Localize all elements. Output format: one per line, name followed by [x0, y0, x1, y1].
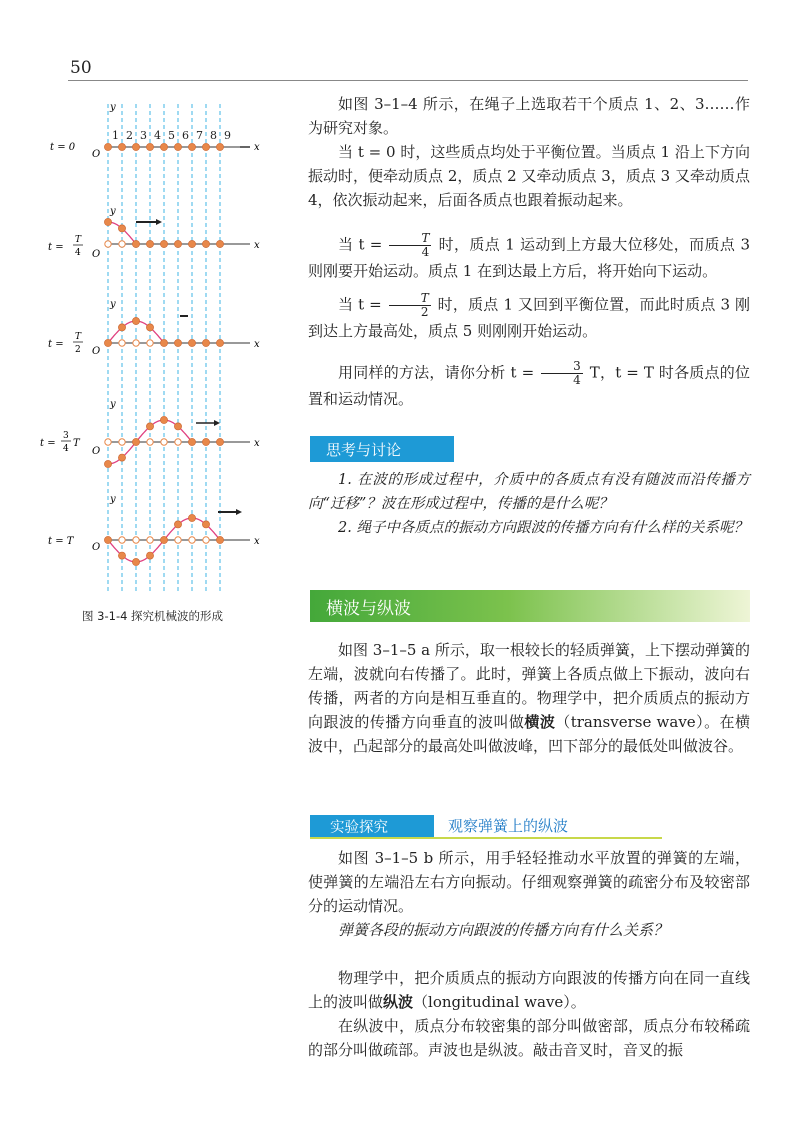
x-axis-label: x: [254, 536, 260, 547]
y-axis-label: y: [110, 102, 116, 113]
equilibrium-marker: [119, 241, 125, 247]
origin-label: O: [92, 446, 101, 457]
think-questions: [308, 468, 750, 540]
x-axis-label: x: [254, 438, 260, 449]
particle-point: [174, 339, 181, 346]
particle-point: [174, 423, 181, 430]
row-t-quarter: [48, 206, 260, 260]
origin-label: O: [92, 542, 101, 553]
particle-point: [216, 339, 223, 346]
equilibrium-marker: [189, 537, 195, 543]
particle-point: [202, 143, 209, 150]
particle-point: [132, 317, 139, 324]
point-number: 5: [168, 129, 175, 142]
paragraph-analysis: 用同样的方法，请你分析 t = $\frac{3}{4}$ T，t = T 时各质点的位置和运动情况。: [308, 359, 750, 408]
transverse-paragraph: 如图 3–1–5 a 所示，取一根较长的轻质弹簧，上下摆动弹簧的左端，波就向右传播了。此时，弹簧上各质点做上下振动，波向右传播，两者的方向是相互垂直的。物理学中，把介质质点的振动方向跟波的传播方向垂直的波叫做横波（transverse wave）。在横波中，凸起部分的最高处叫做波峰，凹下部分的最低处叫做波谷。: [308, 641, 750, 755]
particle-point: [174, 521, 181, 528]
frac-num: T: [75, 332, 82, 342]
frac-den: 4: [75, 248, 81, 258]
experiment-heading: [310, 815, 662, 839]
particle-point: [188, 143, 195, 150]
think-discuss-heading: 思考与讨论: [310, 436, 454, 462]
equilibrium-marker: [161, 439, 167, 445]
frac-num: 3: [63, 431, 69, 441]
particle-point: [132, 558, 139, 565]
row-t-full: [48, 494, 260, 553]
particle-point: [160, 416, 167, 423]
particle-point: [118, 225, 125, 232]
point-number: 3: [140, 129, 147, 142]
particle-point: [146, 143, 153, 150]
experiment-label: 实验探究: [310, 815, 434, 837]
figure-caption: 图 3-1-4 探究机械波的形成: [82, 609, 224, 623]
particle-point: [202, 438, 209, 445]
particle-point: [104, 536, 111, 543]
paragraph: 如图 3–1–5 b 所示，用手轻轻推动水平放置的弹簧的左端，使弹簧的左端沿左右方向振动。仔细观察弹簧的疏密分布及较密部分的运动情况。: [308, 849, 750, 915]
particle-point: [104, 143, 111, 150]
particle-point: [118, 454, 125, 461]
particle-point: [202, 240, 209, 247]
equilibrium-marker: [133, 340, 139, 346]
y-axis-label: y: [110, 299, 116, 310]
particle-point: [104, 460, 111, 467]
frac-num: T: [75, 235, 82, 245]
equilibrium-marker: [119, 439, 125, 445]
point-number: 8: [210, 129, 217, 142]
particle-point: [216, 143, 223, 150]
equilibrium-marker: [147, 439, 153, 445]
point-number: 4: [154, 129, 161, 142]
experiment-title: 观察弹簧上的纵波: [448, 817, 569, 835]
particle-point: [146, 240, 153, 247]
particle-point: [160, 536, 167, 543]
row-label: t = 0: [50, 142, 76, 153]
y-axis-label: y: [110, 399, 116, 410]
equilibrium-marker: [119, 537, 125, 543]
x-axis-label: x: [254, 339, 260, 350]
particle-point: [160, 240, 167, 247]
particle-point: [132, 240, 139, 247]
equilibrium-marker: [119, 340, 125, 346]
particle-point: [118, 324, 125, 331]
intro-text: [308, 92, 750, 212]
point-number: 6: [182, 129, 189, 142]
particle-point: [202, 521, 209, 528]
equilibrium-marker: [147, 340, 153, 346]
particle-point: [188, 240, 195, 247]
row-label: t = T: [48, 536, 74, 547]
equilibrium-marker: [105, 241, 111, 247]
particle-point: [188, 438, 195, 445]
equilibrium-marker: [133, 537, 139, 543]
equilibrium-marker: [175, 439, 181, 445]
paragraph: 在纵波中，质点分布较密集的部分叫做密部，质点分布较稀疏的部分叫做疏部。声波也是纵波。敲击音叉时，音叉的振: [308, 1017, 750, 1059]
question: 弹簧各段的振动方向跟波的传播方向有什么关系？: [338, 921, 669, 939]
point-number: 1: [112, 129, 119, 142]
paragraph: 如图 3–1–4 所示，在绳子上选取若干个质点 1、2、3……作为研究对象。: [308, 95, 750, 137]
row-label: t =: [48, 339, 64, 350]
origin-label: O: [92, 149, 101, 160]
particle-point: [132, 143, 139, 150]
y-axis-label: y: [110, 494, 116, 505]
particle-point: [146, 552, 153, 559]
x-axis-label: x: [254, 142, 260, 153]
origin-label: O: [92, 346, 101, 357]
particle-point: [118, 143, 125, 150]
row-label: t =: [48, 242, 64, 253]
longitudinal-text: 物理学中，把介质质点的振动方向跟波的传播方向在同一直线上的波叫做纵波（longitudinal wave）。 在纵波中，质点分布较密集的部分叫做密部，质点分布较稀疏的部分叫做疏部。声波也是纵波。敲击音叉时，音叉的振: [308, 966, 750, 1062]
particle-point: [188, 514, 195, 521]
particle-point: [216, 438, 223, 445]
paragraph-half: 当 t = $\frac{T}{2}$ 时，质点 1 又回到平衡位置，而此时质点 3 刚到达上方最高处，质点 5 则刚刚开始运动。: [308, 291, 750, 340]
question: 2. 绳子中各质点的振动方向跟波的传播方向有什么样的关系呢？: [338, 520, 748, 536]
paragraph: 当 t = 0 时，这些质点均处于平衡位置。当质点 1 沿上下方向振动时，便牵动质点 2，质点 2 又牵动质点 3，质点 3 又牵动质点 4，依次振动起来，后面各质点也跟着振动起来。: [308, 143, 750, 209]
header-rule: [68, 80, 748, 81]
point-number: 2: [126, 129, 133, 142]
question: 1. 在波的形成过程中，介质中的各质点有没有随波而沿传播方向“迁移”？波在形成过程中，传播的是什么呢？: [308, 472, 750, 512]
particle-point: [132, 438, 139, 445]
particle-point: [146, 423, 153, 430]
point-number: 9: [224, 129, 231, 142]
particle-point: [104, 218, 111, 225]
origin-label: O: [92, 249, 101, 260]
equilibrium-marker: [175, 537, 181, 543]
row-t-half: [48, 299, 260, 357]
page-number: 50: [70, 58, 92, 78]
particle-point: [216, 536, 223, 543]
section-heading: 横波与纵波: [310, 590, 750, 622]
particle-point: [188, 339, 195, 346]
equilibrium-marker: [203, 537, 209, 543]
frac-den: 4: [63, 444, 69, 454]
wave-formation-diagram: [40, 92, 300, 612]
paragraph-quarter: 当 t = $\frac{T}{4}$ 时，质点 1 运动到上方最大位移处，而质点 3 则刚要开始运动。质点 1 在到达最上方后，将开始向下运动。: [308, 231, 750, 280]
particle-point: [160, 339, 167, 346]
particle-point: [118, 552, 125, 559]
point-number: 7: [196, 129, 203, 142]
particle-point: [160, 143, 167, 150]
particle-point: [174, 240, 181, 247]
row-label: t =: [40, 438, 56, 449]
frac-den: 2: [75, 345, 81, 355]
particle-point: [104, 339, 111, 346]
equilibrium-marker: [105, 439, 111, 445]
figure-wave-formation: [40, 92, 300, 612]
particle-point: [216, 240, 223, 247]
particle-point: [202, 339, 209, 346]
experiment-text: [308, 846, 750, 942]
x-axis-label: x: [254, 240, 260, 251]
particle-point: [174, 143, 181, 150]
y-axis-label: y: [110, 206, 116, 217]
particle-point: [146, 324, 153, 331]
frac-suffix: T: [73, 438, 80, 449]
equilibrium-marker: [147, 537, 153, 543]
